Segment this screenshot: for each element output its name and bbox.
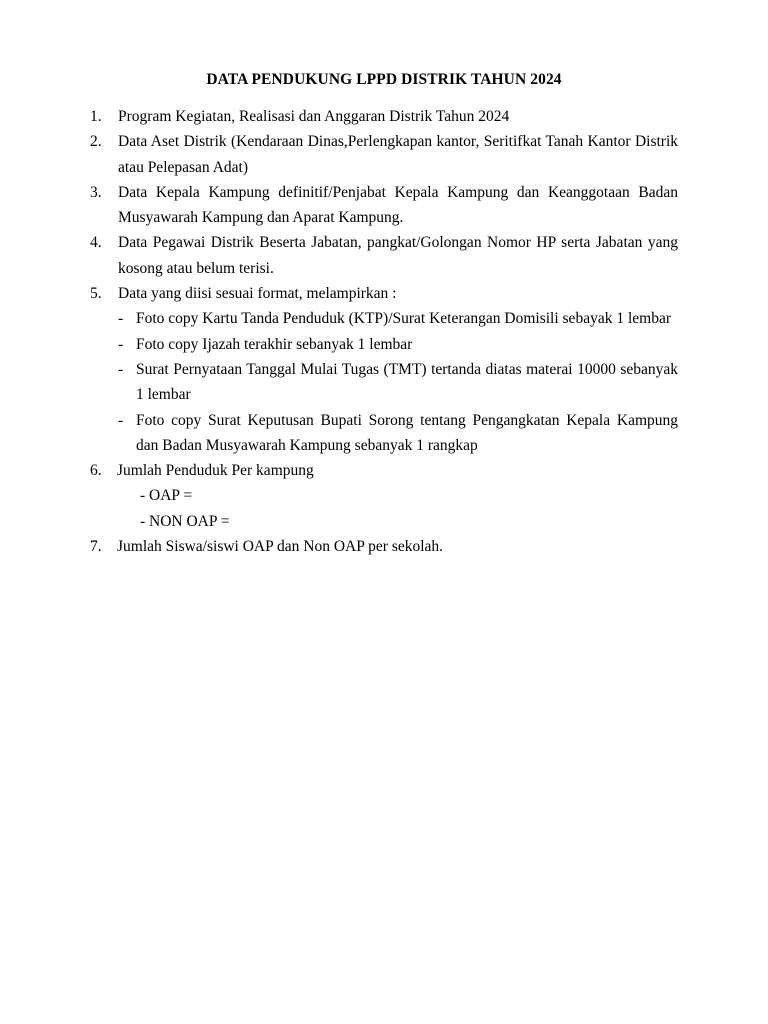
- sublist-item: [90, 357, 678, 408]
- dash-bullet: -: [118, 360, 124, 378]
- list-number: 1.: [90, 108, 102, 125]
- list-number: 5.: [90, 285, 102, 303]
- document-title: DATA PENDUKUNG LPPD DISTRIK TAHUN 2024: [206, 71, 562, 88]
- sublist-item-text: Foto copy Surat Keputusan Bupati Sorong tentang Pengangkatan Kepala Kampung dan Badan Musyawarah Kampung sebanyak 1 rangkap: [136, 411, 678, 454]
- list-item-text: Jumlah Penduduk Per kampung: [117, 462, 314, 480]
- list-item-text: Jumlah Siswa/siswi OAP dan Non OAP per sekolah.: [117, 538, 444, 556]
- sublist-item-text: Foto copy Kartu Tanda Penduduk (KTP)/Surat Keterangan Domisili sebayak 1 lembar: [136, 310, 671, 328]
- population-oap-line: - OAP =: [140, 487, 193, 505]
- list-number: 2.: [90, 133, 102, 151]
- list-item-text: Data yang diisi sesuai format, melampirkan :: [118, 285, 397, 303]
- list-number: 7.: [90, 538, 102, 556]
- list-item-3: [90, 180, 678, 231]
- list-item-text: Program Kegiatan, Realisasi dan Anggaran Distrik Tahun 2024: [118, 108, 510, 125]
- list-number: 3.: [90, 183, 102, 201]
- list-item-text: Data Aset Distrik (Kendaraan Dinas,Perlengkapan kantor, Seritifkat Tanah Kantor Distrik atau Pelepasan Adat): [118, 133, 678, 176]
- population-non-oap-line: - NON OAP =: [140, 512, 230, 530]
- dash-bullet: -: [118, 335, 124, 353]
- list-item-text: Data Pegawai Distrik Beserta Jabatan, pangkat/Golongan Nomor HP serta Jabatan yang kosong atau belum terisi.: [118, 234, 678, 277]
- list-item-6: [90, 458, 678, 483]
- list-item-5: [90, 281, 678, 306]
- list-item-2: [90, 129, 678, 180]
- list-item-text: Data Kepala Kampung definitif/Penjabat Kepala Kampung dan Keanggotaan Badan Musyawarah Kampung dan Aparat Kampung.: [118, 183, 678, 227]
- dash-bullet: -: [118, 411, 124, 429]
- sublist-item-text: Surat Pernyataan Tanggal Mulai Tugas (TMT) tertanda diatas materai 10000 sebanyak 1 lembar: [136, 360, 678, 404]
- document-body: [90, 104, 678, 559]
- sublist-item-text: Foto copy Ijazah terakhir sebanyak 1 lembar: [136, 335, 413, 353]
- list-item-7: [90, 534, 678, 559]
- list-number: 6.: [90, 462, 102, 480]
- list-item-4: [90, 230, 678, 281]
- list-number: 4.: [90, 234, 102, 252]
- sublist-item: [90, 306, 678, 331]
- sublist-item: [90, 332, 678, 357]
- list-item-1: [90, 104, 678, 129]
- attachment-sublist: [90, 306, 678, 458]
- sublist-item: [90, 408, 678, 459]
- dash-bullet: -: [118, 310, 124, 328]
